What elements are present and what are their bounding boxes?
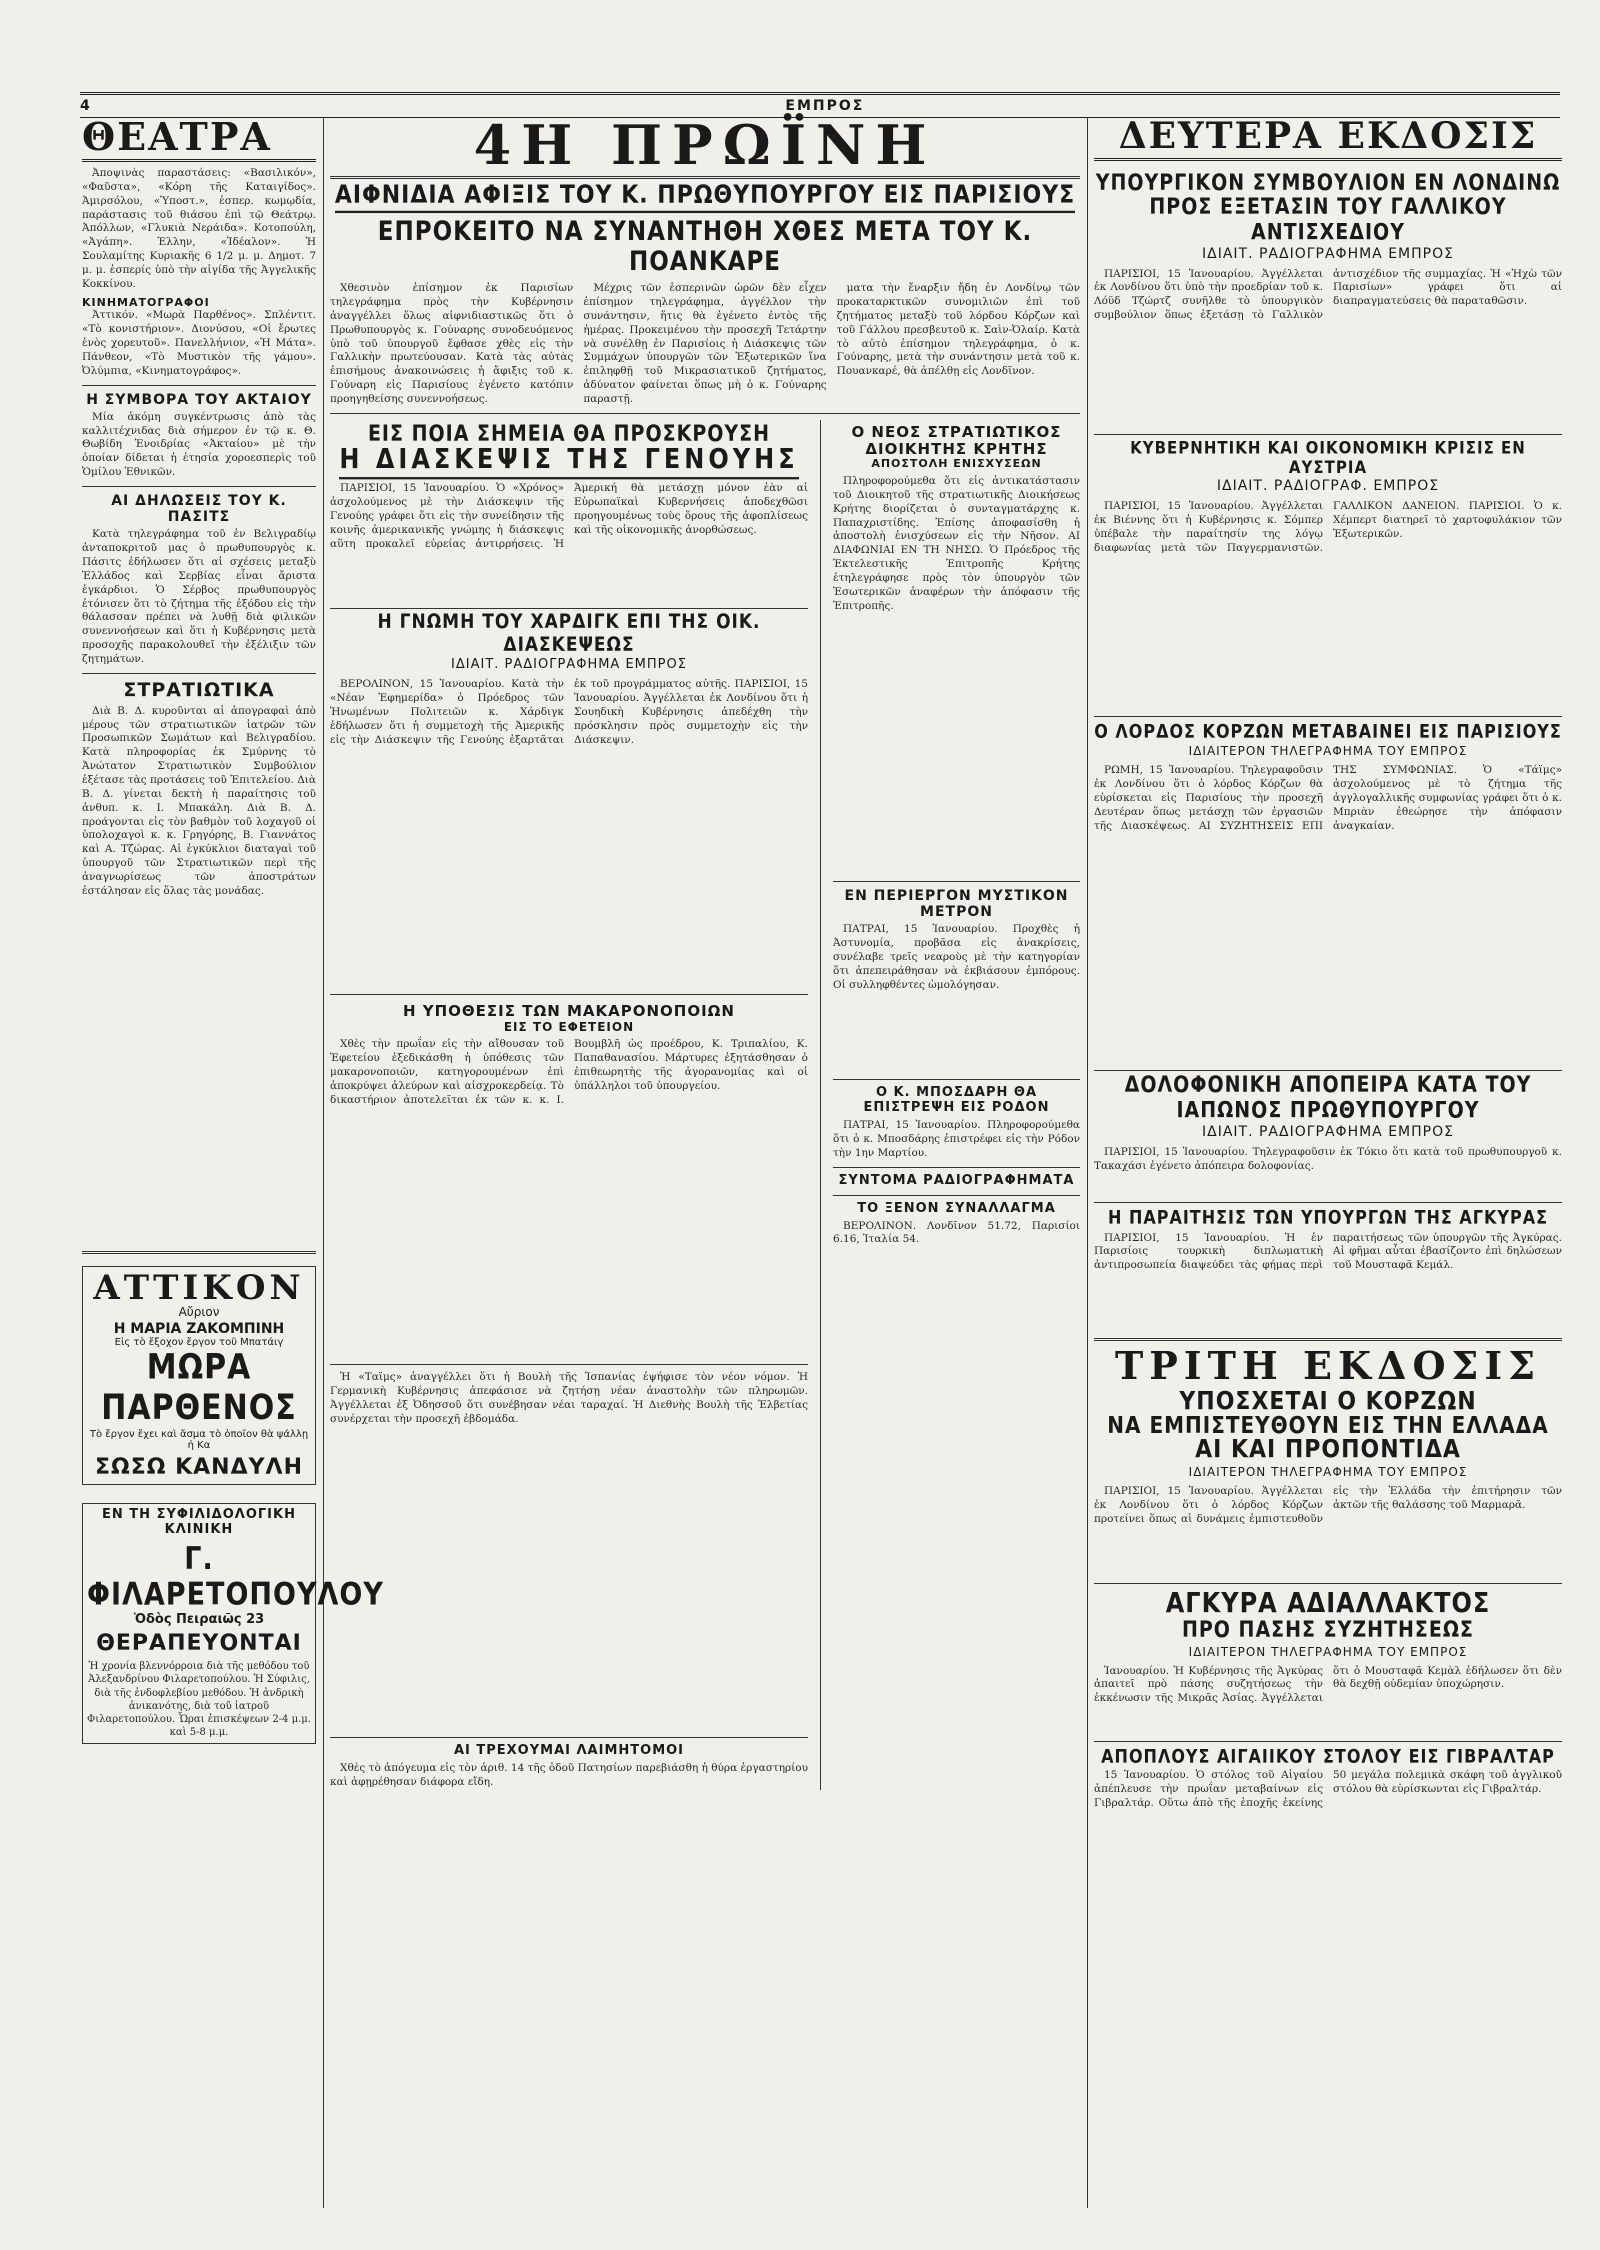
cabinet-dateline: ΙΔΙΑΙΤ. ΡΑΔΙΟΓΡΑΦΗΜΑ ΕΜΠΡΟΣ [1202,245,1454,262]
ankara2-subheadline: ΠΡΟ ΠΑΣΗΣ ΣΥΖΗΤΗΣΕΩΣ [1181,1616,1475,1643]
radio-text: Ἡ «Ταϊμς» ἀναγγέλλει ὅτι ἡ Βουλὴ τῆς Ἰσπανίας ἐψήφισε τὸν νέον νόμον. Ἡ Γερμανικὴ Κυβέρνησις ἀπεφάσισε νὰ ζητήσῃ νέαν ἀναστολὴν τῶν πληρωμῶν. Ἀγγέλλεται ἐξ Ὀδησσοῦ ὅτι συνέβησαν νέαι ταραχαί. Ἡ Διεθνὴς Βουλὴ τῆς Ἑλβετίας συνέρχεται τὴν προσεχῆ ἑβδομάδα. [330,1371,808,1426]
cabinet-text: ΠΑΡΙΣΙΟΙ, 15 Ἰανουαρίου. Ἀγγέλλεται ἐκ Λονδίνου ὅτι ὑπὸ τὴν προεδρίαν τοῦ κ. Λόϋδ Τζώρτζ συνῆλθε τὸ ὑπουργικὸν συμβούλιον ὅπως ἐξετάσῃ τὸ Γαλλικὸν ἀντισχέδιον τῆς συμμαχίας. Ἡ «Ἠχὼ τῶν Παρισίων» γράφει ὅτι αἱ διαπραγματεύσεις θὰ παραταθῶσιν. [1094,267,1562,322]
attikon-singer: ΣΩΣΩ ΚΑΝΔΥΛΗ [94,1454,303,1480]
divider [82,1251,316,1254]
pasic-heading: ΑΙ ΔΗΛΩΣΕΙΣ ΤΟΥ Κ. ΠΑΣΙΤΣ [111,493,287,526]
mystery-headline: ΕΝ ΠΕΡΙΕΡΓΟΝ ΜΥΣΤΙΚΟΝ ΜΕΤΡΟΝ [844,888,1069,921]
genoa-text: ΠΑΡΙΣΙΟΙ, 15 Ἰανουαρίου. Ὁ «Χρόνος» ἀσχολούμενος μὲ τὴν Διάσκεψιν τῆς Γενούης γράφει ὅτι εἰς τὴν συνείδησιν τῆς κοινῆς ἀμερικανικῆς γνώμης ἡ διάσκεψις αὕτη προκαλεῖ εὐρείας ἀντιρρήσεις. Ἡ Ἀμερική θὰ μετάσχῃ μόνον ἐὰν αἱ Εὐρωπαϊκαὶ Κυβερνήσεις ἀποδεχθῶσι προηγουμένως τοὺς ὅρους τῆς ἀφοπλίσεως καὶ τῆς οἰκονομικῆς ἀνορθώσεως. [330,482,808,550]
harding-text: ΒΕΡΟΛΙΝΟΝ, 15 Ἰανουαρίου. Κατὰ τὴν «Νέαν Ἐφημερίδα» ὁ Πρόεδρος τῶν Ἡνωμένων Πολιτειῶν κ. Χάρδιγκ ἐδήλωσεν ὅτι ἡ συμμετοχὴ τῆς Ἀμερικῆς εἰς τὴν Διάσκεψιν τῆς Γενούης ἐξαρτᾶται ἐκ τοῦ προγράμματος αὐτῆς. ΠΑΡΙΣΙΟΙ, 15 Ἰανουαρίου. Ἀγγέλλεται ἐκ Λονδίνου ὅτι ἡ Σουηδικὴ Κυβέρνησις ἀπεδέχθη τὴν πρόσκλησιν πρὸς συμμετοχὴν εἰς τὴν Διάσκεψιν. [330,678,808,746]
mystery-text: ΠΑΤΡΑΙ, 15 Ἰανουαρίου. Προχθὲς ἡ Ἀστυνομία, προβᾶσα εἰς ἀνακρίσεις, συνέλαβε τρεῖς νεαροὺς μὲ τὴν κατηγορίαν ὅτι ἀπεπειράθησαν νὰ ἐκβιάσουν ἐμπόρους. Οἱ συλληφθέντες ὡμολόγησαν. [833,923,1080,991]
inner-rule [820,420,821,1790]
column-rule-2 [1087,118,1088,2208]
divider [82,385,316,386]
attikon-star: Η ΜΑΡΙΑ ΖΑΚΟΜΠΙΝΗ [113,1320,285,1337]
clinic-address: Ὁδὸς Πειραιῶς 23 [133,1611,265,1627]
crete-subheadline: ΑΠΟΣΤΟΛΗ ΕΝΙΣΧΥΣΕΩΝ [871,457,1042,471]
theatres-title: ΘΕΑΤΡΑ [82,118,316,162]
military-heading: ΣΤΡΑΤΙΩΤΙΚΑ [123,678,275,701]
crete-headline: Ο ΝΕΟΣ ΣΤΡΑΤΙΩΤΙΚΟΣ ΔΙΟΙΚΗΤΗΣ ΚΡΗΤΗΣ [851,422,1062,459]
bosdari-headline: Ο Κ. ΜΠΟΣΔΑΡΗ ΘΑ ΕΠΙΣΤΡΕΨΗ ΕΙΣ ΡΟΔΟΝ [863,1085,1050,1116]
curzon-dateline: ΙΔΙΑΙΤΕΡΟΝ ΤΗΛΕΓΡΑΦΗΜΑ ΤΟΥ ΕΜΠΡΟΣ [1188,744,1468,759]
exchange-text: ΒΕΡΟΛΙΝΟΝ. Λονδῖνον 51.72, Παρισίοι 6.16, Ἰταλία 54. [833,1219,1080,1246]
clinic-name: Γ. ΦΙΛΑΡΕΤΟΠΟΥΛΟΥ [87,1541,384,1613]
macaroni-headline: Η ΥΠΟΘΕΣΙΣ ΤΩΝ ΜΑΚΑΡΟΝΟΠΟΙΩΝ [402,1002,735,1021]
japan-headline: ΔΟΛΟΦΟΝΙΚΗ ΑΠΟΠΕΙΡΑ ΚΑΤΑ ΤΟΥ ΙΑΠΩΝΟΣ ΠΡΩΘΥΠΟΥΡΓΟΥ [1124,1072,1532,1124]
divider [1094,1741,1562,1742]
divider [1094,1202,1562,1203]
divider [833,1195,1080,1196]
lead-text-2: Μέχρις τῶν ἑσπερινῶν ὡρῶν δὲν εἶχεν ἐπίσημον τηλεγράφημα, ἀγγέλλον τὴν συνάντησιν, ἥτις θὰ ἐγένετο ἐντὸς τῆς ἡμέρας. Προκειμένου τὴν προσεχῆ Τετάρτην νὰ συνέλθῃ ἐν Παρισίοις ἡ Διάσκεψις τῶν Συμμάχων ὑπουργῶν τῶν Ἐξωτερικῶν ἵνα ἐπιληφθῇ τοῦ Μικρασιατικοῦ ζητήματος, ἀδύνατον φαίνεται ὅπως μὴ ὁ κ. Γούναρης παραστῇ. [583,282,827,406]
radio-headline: ΣΥΝΤΟΜΑ ΡΑΔΙΟΓΡΑΦΗΜΑΤΑ [838,1172,1075,1188]
macaroni-subheadline: ΕΙΣ ΤΟ ΕΦΕΤΕΙΟΝ [503,1019,635,1034]
second-edition-title: ΔΕΥΤΕΡΑ ΕΚΔΟΣΙΣ [1094,118,1562,161]
japan-dateline: ΙΔΙΑΙΤ. ΡΑΔΙΟΓΡΑΦΗΜΑ ΕΜΠΡΟΣ [1202,1124,1454,1141]
cabinet-headline: ΥΠΟΥΡΓΙΚΟΝ ΣΥΜΒΟΥΛΙΟΝ ΕΝ ΛΟΝΔΙΝΩ [1095,170,1561,196]
lead-headline: ΑΙΦΝΙΔΙΑ ΑΦΙΞΙΣ ΤΟΥ Κ. ΠΡΩΘΥΠΟΥΡΓΟΥ ΕΙΣ ΠΑΡΙΣΙΟΥΣ [335,181,1075,214]
divider [1094,1338,1562,1341]
aktaios-heading: Η ΣΥΜΒΟΡΑ ΤΟΥ ΑΚΤΑΙΟΥ [86,391,312,408]
lead-text-1: Χθεσινὸν ἐπίσημον ἐκ Παρισίων τηλεγράφημα πρὸς τὴν Κυβέρνησιν ἀναγγέλλει ὅλως αἰφνιδιαστικῶς ὅτι ὁ Πρωθυπουργὸς κ. Γούναρης συνοδευόμενος ὑπὸ τοῦ ὑπουργοῦ ἔφθασε χθὲς εἰς τὴν Γαλλικὴν πρωτεύουσαν. Κατὰ τὰς αὐτὰς ἐπισήμους ἀνακοινώσεις ἡ ἄφιξις τοῦ κ. Γούναρη εἰς Παρισίους ἐγένετο κατόπιν προηγηθείσης συνεννοήσεως. [330,282,574,406]
attikon-description: Εἰς τὸ ἔξοχον ἔργον τοῦ Μπατάιγ [114,1336,284,1348]
cabinet-subheadline: ΠΡΟΣ ΕΞΕΤΑΣΙΝ ΤΟΥ ΓΑΛΛΙΚΟΥ ΑΝΤΙΣΧΕΔΙΟΥ [1149,194,1507,245]
paper-name: ΕΜΠΡΟΣ [785,98,865,114]
divider [1094,716,1562,717]
left-column [82,114,384,2208]
ankara-text: ΠΑΡΙΣΙΟΙ, 15 Ἰανουαρίου. Ἡ ἐν Παρισίοις τουρκικὴ διπλωματικὴ ἀντιπροσωπεία διαψεύδει τὰς φήμας περὶ παραιτήσεως τῶν ὑπουργῶν τῆς Ἀγκύρας. Αἱ φῆμαι αὗται ἐβασίζοντο ἐπὶ δηλώσεων τοῦ Μουσταφᾶ Κεμάλ. [1094,1231,1562,1272]
right-column [1094,115,1562,2208]
theatres-text: Ἀποψινὰς παραστάσεις: «Βασιλικόν», «Φαῦστα», «Κόρη τῆς Καταιγίδος». Ἀμιρσόλου, «Ὑποστ.», ἑσπερ. κωμῳδία, παράστασις τοῦ θιάσου ἐπὶ τῷ Θεάτρῳ. Ἀπόλλων, «Γλυκιὰ Νεράιδα». Κοτοπούλη, «Ἀγάπη». Ἑλλην, «Ἰδέαλον». Ἡ Σουλαμίτης Κυριακῆς 6 1/2 μ. μ. Δημοτ. 7 μ. μ. ἑσπερίς ὑπὸ τὴν αἰγίδα τῆς Ἀγγελικῆς Κοκκίνου. [82,167,316,290]
divider [833,881,1080,882]
divider [330,1737,808,1738]
third-edition-title: ΤΡΙΤΗ ΕΚΔΟΣΙΣ [1114,1342,1542,1388]
exchange-headline: ΤΟ ΞΕΝΟΝ ΣΥΝΑΛΛΑΓΜΑ [857,1200,1056,1216]
clinic-headline: ΘΕΡΑΠΕΥΟΝΤΑΙ [96,1630,302,1656]
austria-text: ΠΑΡΙΣΙΟΙ, 15 Ἰανουαρίου. Ἀγγέλλεται ἐκ Βιέννης ὅτι ἡ Κυβέρνησις κ. Σόμπερ ὑπέβαλε τὴν παραίτησίν της λόγῳ διαφωνίας μετὰ τῶν Παγγερμανιστῶν. ΓΑΛΛΙΚΟΝ ΔΑΝΕΙΟΝ. ΠΑΡΙΣΙΟΙ. Ὁ κ. Χέμπερτ διατηρεῖ τὸ χαρτοφυλάκιον τῶν Ἐξωτερικῶν. [1094,500,1562,554]
clinic-intro: ΕΝ ΤΗ ΣΥΦΙΛΙΔΟΛΟΓΙΚΗ ΚΛΙΝΙΚΗ [102,1506,296,1537]
edition-title: 4Η ΠΡΩΪΝΗ [473,113,937,177]
clinic-text: Ἡ χρονία βλεννόρροια διὰ τῆς μεθόδου τοῦ Ἀλεξανδρίνου Φιλαρετοπούλου. Ἡ Σύφιλις, διὰ τῆς ἐνδοφλεβίου μεθόδου. Ἡ ἀνδρικὴ ἀνικανότης, διὰ τοῦ ἰατροῦ Φιλαρετοπούλου. Ὧραι ἐπισκέψεων 2-4 μ.μ. καὶ 5-8 μ.μ. [87,1661,311,1739]
japan-text: ΠΑΡΙΣΙΟΙ, 15 Ἰανουαρίου. Τηλεγραφοῦσιν ἐκ Τόκιο ὅτι κατὰ τοῦ πρωθυπουργοῦ κ. Τακαχάσι ἐγένετο ἀπόπειρα δολοφονίας. [1094,1146,1562,1172]
military-text: Διὰ Β. Δ. κυροῦνται αἱ ἀπογραφαὶ ἀπὸ μέρους τῶν στρατιωτικῶν ἰατρῶν τῶν Προσωπικῶν Σωμάτων καὶ Βελιγραδίου. Κατὰ πληροφορίας ἐκ Σμύρνης τὸ Ἀνώτατον Στρατιωτικὸν Συμβούλιον ἐξέτασε τὰς προτάσεις τοῦ Ἐπιτελείου. Διὰ Β. Δ. γίνεται δεκτὴ ἡ παραίτησις τοῦ ἀνθυπ. κ. Ι. Μπακάλη. Διὰ Β. Δ. προάγονται εἰς τὸν βαθμὸν τοῦ λοχαγοῦ οἱ ὑπολοχαγοὶ κ. κ. Γρηγόρης, Β. Γιαννάτος καὶ Α. Τζώρας. Αἱ ἐγκύκλιοι διαταγαὶ τοῦ ὑπουργοῦ τῶν Στρατιωτικῶν περὶ τῆς ἀναγνωρίσεως τῶν ἀποστράτων ἐστάλησαν εἰς ὅλας τὰς μονάδας. [82,704,316,897]
middle-right-block [833,420,1080,1790]
third-text: ΠΑΡΙΣΙΟΙ, 15 Ἰανουαρίου. Ἀγγέλλεται ἐκ Λονδίνου ὅτι ὁ λόρδος Κόρζων προτείνει ὅπως αἱ δυνάμεις ἐμπιστευθοῦν εἰς τὴν Ἑλλάδα τὴν ἐπιτήρησιν τῶν ἀκτῶν τῆς θαλάσσης τοῦ Μαρμαρᾶ. [1094,1485,1562,1525]
bosdari-text: ΠΑΤΡΑΙ, 15 Ἰανουαρίου. Πληροφορούμεθα ὅτι ὁ κ. Μποσδάρης ἐπιστρέφει εἰς τὴν Ρόδον τὴν 1ην Μαρτίου. [833,1119,1080,1159]
third-dateline: ΙΔΙΑΙΤΕΡΟΝ ΤΗΛΕΓΡΑΦΗΜΑ ΤΟΥ ΕΜΠΡΟΣ [1188,1465,1468,1480]
fleet-text: 15 Ἰανουαρίου. Ὁ στόλος τοῦ Αἰγαίου ἀπέπλευσε τὴν πρωΐαν μεταβαίνων εἰς Γιβραλτάρ. Οὕτω ἀπὸ τῆς ἐποχῆς ἐκείνης 50 μεγάλα πολεμικὰ σκάφη τοῦ ἀγγλικοῦ στόλου θὰ εὑρίσκωνται εἰς Γιβραλτάρ. [1094,1768,1562,1809]
divider [330,413,1080,414]
column-rule-1 [323,118,324,2208]
third-headline-1: ΥΠΟΣΧΕΤΑΙ Ο ΚΟΡΖΩΝ [1179,1386,1477,1416]
genoa-subheadline: Η ΔΙΑΣΚΕΨΙΣ ΤΗΣ ΓΕΝΟΥΗΣ [339,443,798,478]
middle-left-block [330,420,808,1790]
ankara2-headline: ΑΓΚΥΡΑ ΑΔΙΑΛΛΑΚΤΟΣ [1165,1586,1491,1620]
fleet-headline: ΑΠΟΠΛΟΥΣ ΑΙΓΑΙΙΚΟΥ ΣΤΟΛΟΥ ΕΙΣ ΓΙΒΡΑΛΤΑΡ [1101,1745,1555,1767]
divider [330,1364,808,1365]
divider [1094,1583,1562,1584]
pasic-text: Κατὰ τηλεγράφημα τοῦ ἐν Βελιγραδίῳ ἀνταποκριτοῦ μας ὁ πρωθυπουργὸς κ. Πάσιτς ἐδήλωσεν ὅτι αἱ σχέσεις μεταξὺ Ἑλλάδος καὶ Σερβίας εἶναι ἄριστα ἐγκάρδιοι. Ὁ Σέρβος πρωθυπουργὸς ἐτόνισεν ὅτι τὸ ζήτημα τῆς ἐξόδου εἰς τὴν θάλασσαν πρέπει νὰ λυθῇ διὰ φιλικῶν συνεννοήσεων καὶ ὅτι ἡ Κυβέρνησις μετὰ προσοχῆς παρακολουθεῖ τὴν ἐξέλιξιν τῶν ζητημάτων. [82,528,316,665]
attikon-ad [82,1266,316,1485]
third-headline-3: ΑΙ ΚΑΙ ΠΡΟΠΟΝΤΙΔΑ [1195,1434,1461,1464]
divider [330,994,808,995]
divider [82,486,316,487]
harding-dateline: ΙΔΙΑΙΤ. ΡΑΔΙΟΓΡΑΦΗΜΑ ΕΜΠΡΟΣ [451,657,687,673]
attikon-title: ΑΤΤΙΚΟΝ [93,1267,305,1308]
attikon-film: ΜΩΡΑ ΠΑΡΘΕΝΟΣ [101,1347,297,1428]
harding-headline: Η ΓΝΩΜΗ ΤΟΥ ΧΑΡΔΙΓΚ ΕΠΙ ΤΗΣ ΟΙΚ. ΔΙΑΣΚΕΨΕΩΣ [377,611,761,657]
third-headline-2: ΝΑ ΕΜΠΙΣΤΕΥΘΟΥΝ ΕΙΣ ΤΗΝ ΕΛΛΑΔΑ [1107,1410,1549,1439]
middle-lower [330,420,1080,1790]
clinic-ad [82,1503,384,1744]
aktaios-text: Μία ἀκόμη συγκέντρωσις ἀπὸ τὰς καλλιτέχνιδας διὰ σήμερον ἐν τῷ κ. Θ. Θωβίδη Ἑνοιδρίας «Ἀκταίου» μὲ τὴν ὁποίαν δίδεται ἡ ἐτησία χοροεσπερὶς τοῦ Ὁμίλου Ἐθνικῶν. [82,410,316,479]
middle-column [330,113,1080,2208]
cinema-title: ΚΙΝΗΜΑΤΟΓΡΑΦΟΙ [82,295,210,309]
divider [330,608,808,609]
attikon-note: Τὸ ἔργον ἔχει καὶ ἄσμα τὸ ὁποῖον θὰ ψάλλῃ ἡ Κα [89,1428,309,1451]
page-number: 4 [80,98,90,114]
robbers-text: Χθὲς τὸ ἀπόγευμα εἰς τὸν ἀριθ. 14 τῆς ὁδοῦ Πατησίων παρεβιάσθη ἡ θύρα ἐργαστηρίου καὶ ἀφῃρέθησαν διάφορα εἴδη. [330,1762,808,1789]
curzon-text: ΡΩΜΗ, 15 Ἰανουαρίου. Τηλεγραφοῦσιν ἐκ Λονδίνου ὅτι ὁ λόρδος Κόρζων θὰ εὑρίσκεται εἰς Παρισίους τὴν προσεχῆ Δευτέραν ὅπως μετάσχῃ τῶν ἐργασιῶν τῆς Διασκέψεως. ΑΙ ΣΥΖΗΤΗΣΕΙΣ ΕΠΙ ΤΗΣ ΣΥΜΦΩΝΙΑΣ. Ὁ «Τάϊμς» ἀσχολούμενος μὲ τὸ ζήτημα τῆς ἀγγλογαλλικῆς συμφωνίας γράφει ὅτι ὁ κ. Μπριὰν ἐθεώρησε τὴν ἀπόφασιν ἀναγκαίαν. [1094,764,1562,832]
divider [1094,434,1562,435]
robbers-headline: ΑΙ ΤΡΕΧΟΥΜΑΙ ΛΑΙΜΗΤΟΜΟΙ [453,1743,685,1759]
divider [833,1167,1080,1168]
macaroni-text: Χθὲς τὴν πρωΐαν εἰς τὴν αἴθουσαν τοῦ Ἐφετείου ἐξεδικάσθη ἡ ὑπόθεσις τῶν μακαρονοποιῶν, κατηγορουμένων ἐπὶ ἀποκρύψει ἀλεύρων καὶ αἰσχροκερδείᾳ. Τὸ δικαστήριον ἀποτελεῖται ἐκ τῶν κ. κ. Ι. Βουμβλῆ ὡς προέδρου, Κ. Τριπαλίου, Κ. Παπαθανασίου. Μάρτυρες ἐξητάσθησαν ὁ ἐπιθεωρητὴς τῆς ἀγορανομίας καὶ οἱ ὑπάλληλοι τοῦ ὑπουργείου. [330,1038,808,1106]
attikon-day: Αὔριον [178,1304,220,1319]
ankara2-text: Ἰανουαρίου. Ἡ Κυβέρνησις τῆς Ἀγκύρας ἀπαιτεῖ πρὸ πάσης συζητήσεως τὴν ἐκκένωσιν τῆς Μικρᾶς Ἀσίας. Ἀγγέλλεται ὅτι ὁ Μουσταφᾶ Κεμὰλ ἐδήλωσεν ὅτι δὲν θὰ δεχθῇ οὐδεμίαν ὑποχώρησιν. [1094,1664,1562,1705]
lead-subheadline: ΕΠΡΟΚΕΙΤΟ ΝΑ ΣΥΝΑΝΤΗΘΗ ΧΘΕΣ ΜΕΤΑ ΤΟΥ Κ. ΠΟΑΝΚΑΡΕ [377,217,1033,278]
divider [1094,1070,1562,1071]
curzon-headline: Ο ΛΟΡΔΟΣ ΚΟΡΖΩΝ ΜΕΤΑΒΑΙΝΕΙ ΕΙΣ ΠΑΡΙΣΙΟΥΣ [1094,720,1562,743]
lead-article [330,282,1080,407]
ankara2-dateline: ΙΔΙΑΙΤΕΡΟΝ ΤΗΛΕΓΡΑΦΗΜΑ ΤΟΥ ΕΜΠΡΟΣ [1188,1644,1468,1659]
divider [833,1079,1080,1080]
austria-dateline: ΙΔΙΑΙΤ. ΡΑΔΙΟΓΡΑΦ. ΕΜΠΡΟΣ [1216,478,1440,495]
ankara-headline: Η ΠΑΡΑΙΤΗΣΙΣ ΤΩΝ ΥΠΟΥΡΓΩΝ ΤΗΣ ΑΓΚΥΡΑΣ [1107,1206,1548,1229]
crete-text: Πληροφορούμεθα ὅτι εἰς ἀντικατάστασιν τοῦ Διοικητοῦ τῆς στρατιωτικῆς Διοικήσεως Κρήτης διορίζεται ὁ συνταγματάρχης κ. Παπαχριστίδης. Ἐπίσης ἀποφασίσθη ἡ ἀποστολὴ ἐνισχύσεων εἰς τὴν Νῆσον. ΑΙ ΔΙΑΦΩΝΙΑΙ ΕΝ ΤΗ ΝΗΣΩ. Ὁ Πρόεδρος τῆς Ἐκτελεστικῆς Ἐπιτροπῆς Κρήτης ἐτηλεγράφησε πρὸς τὸν ὑπουργὸν τῶν Ἐσωτερικῶν ἀναφέρων τὴν ἀπόφασιν τῆς Ἐπιτροπῆς. [833,475,1080,612]
austria-headline: ΚΥΒΕΡΝΗΤΙΚΗ ΚΑΙ ΟΙΚΟΝΟΜΙΚΗ ΚΡΙΣΙΣ ΕΝ ΑΥΣΤΡΙΑ [1130,436,1526,478]
cinema-text: Ἀττικόν. «Μωρὰ Παρθένος». Σπλέντιτ. «Τὸ κονιστήριον». Διονύσου, «Οἱ ἔρωτες ἑνὸς χορευτοῦ». Πανελλήνιον, «Ἡ Μάτα». Πάνθεον, «Τὸ Μυστικὸν τῆς γάμου». Ὀλύμπια, «Κινηματογράφος». [82,309,316,377]
divider [82,673,316,674]
lead-text-3: ματα τὴν ἔναρξιν ἤδη ἐν Λονδίνῳ τῶν προκαταρκτικῶν συνομιλιῶν ἐπὶ τοῦ ζητήματος μεταξὺ τοῦ λόρδου Κόρζων καὶ τοῦ Γάλλου πρεσβευτοῦ κ. Σαὶν-Ὀλαίρ. Κατὰ τὸ αὐτὸ ἐπίσημον τηλεγράφημα, ὁ κ. Γούναρης, μετὰ τὴν συνάντησιν μετὰ τοῦ κ. Πουανκαρέ, θὰ ἀπέλθῃ εἰς Λονδῖνον. [836,282,1080,378]
genoa-headline: ΕΙΣ ΠΟΙΑ ΣΗΜΕΙΑ ΘΑ ΠΡΟΣΚΡΟΥΣΗ [367,421,771,447]
